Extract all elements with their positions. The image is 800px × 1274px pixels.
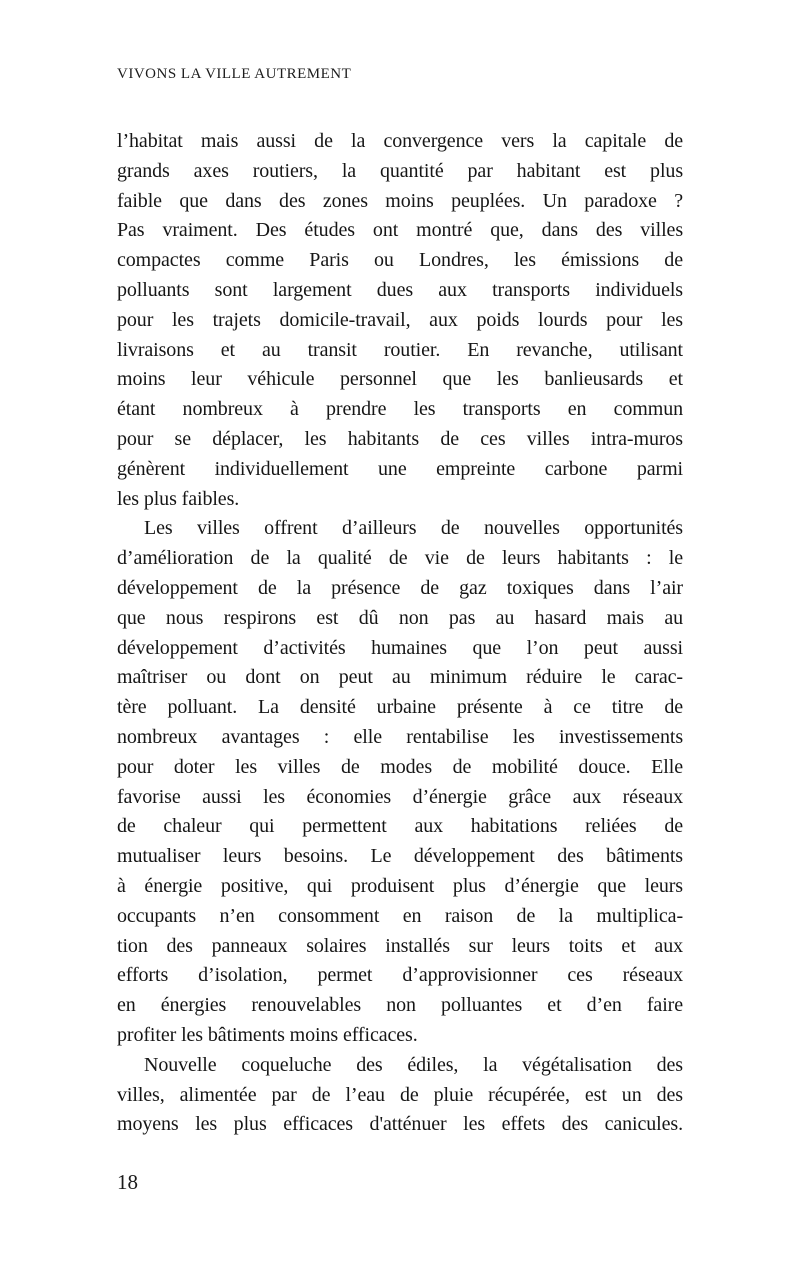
text-line: occupants n’en consomment en raison de la multiplica- — [117, 904, 683, 927]
text-line: nombreux avantages : elle rentabilise les investissements — [117, 725, 683, 748]
text-line: pour les trajets domicile-travail, aux poids lourds pour les — [117, 308, 683, 331]
text-line: moins leur véhicule personnel que les banlieusards et — [117, 368, 683, 391]
text-line: Les villes offrent d’ailleurs de nouvelles opportunités — [144, 517, 683, 540]
text-line: développement de la présence de gaz toxiques dans l’air — [117, 576, 683, 599]
text-line: compactes comme Paris ou Londres, les émissions de — [117, 249, 683, 272]
text-line: que nous respirons est dû non pas au hasard mais au — [117, 606, 683, 629]
text-line: à énergie positive, qui produisent plus d’énergie que leurs — [117, 874, 683, 897]
text-line: d’amélioration de la qualité de vie de leurs habitants : le — [117, 547, 683, 570]
page-number: 18 — [117, 1170, 138, 1194]
running-header: VIVONS LA VILLE AUTREMENT — [117, 66, 352, 82]
text-line: mutualiser leurs besoins. Le développement des bâtiments — [117, 845, 683, 868]
text-line: les plus faibles. — [117, 487, 240, 510]
text-line: Pas vraiment. Des études ont montré que, dans des villes — [117, 219, 683, 242]
text-line: pour doter les villes de modes de mobilité douce. Elle — [117, 755, 683, 778]
text-line: tion des panneaux solaires installés sur leurs toits et aux — [117, 934, 683, 957]
text-line: étant nombreux à prendre les transports en commun — [117, 398, 683, 421]
text-line: faible que dans des zones moins peuplées. Un paradoxe ? — [117, 189, 683, 212]
text-line: tère polluant. La densité urbaine présente à ce titre de — [117, 696, 683, 719]
text-line: maîtriser ou dont on peut au minimum réduire le carac- — [117, 666, 683, 689]
text-line: l’habitat mais aussi de la convergence vers la capitale de — [117, 130, 683, 152]
text-line: grands axes routiers, la quantité par habitant est plus — [117, 159, 683, 182]
text-line: favorise aussi les économies d’énergie grâce aux réseaux — [117, 785, 683, 808]
text-line: Nouvelle coqueluche des édiles, la végétalisation des — [144, 1053, 683, 1076]
text-line: efforts d’isolation, permet d’approvisionner ces réseaux — [117, 964, 683, 987]
text-line: polluants sont largement dues aux transports individuels — [117, 278, 683, 301]
paragraph — [117, 1051, 683, 1140]
text-line: de chaleur qui permettent aux habitations reliées de — [117, 815, 683, 838]
paragraph — [117, 514, 683, 1050]
paragraph — [117, 127, 683, 514]
text-line: villes, alimentée par de l’eau de pluie récupérée, est un des — [117, 1083, 683, 1106]
text-block — [117, 127, 683, 1140]
text-line: développement d’activités humaines que l’on peut aussi — [117, 636, 683, 659]
text-line: moyens les plus efficaces d'atténuer les effets des canicules. — [117, 1113, 683, 1136]
text-line: génèrent individuellement une empreinte carbone parmi — [117, 457, 683, 480]
text-line: livraisons et au transit routier. En revanche, utilisant — [117, 338, 683, 361]
text-line: pour se déplacer, les habitants de ces villes intra-muros — [117, 427, 683, 450]
text-line: profiter les bâtiments moins efficaces. — [117, 1023, 418, 1046]
text-line: en énergies renouvelables non polluantes et d’en faire — [117, 994, 683, 1017]
